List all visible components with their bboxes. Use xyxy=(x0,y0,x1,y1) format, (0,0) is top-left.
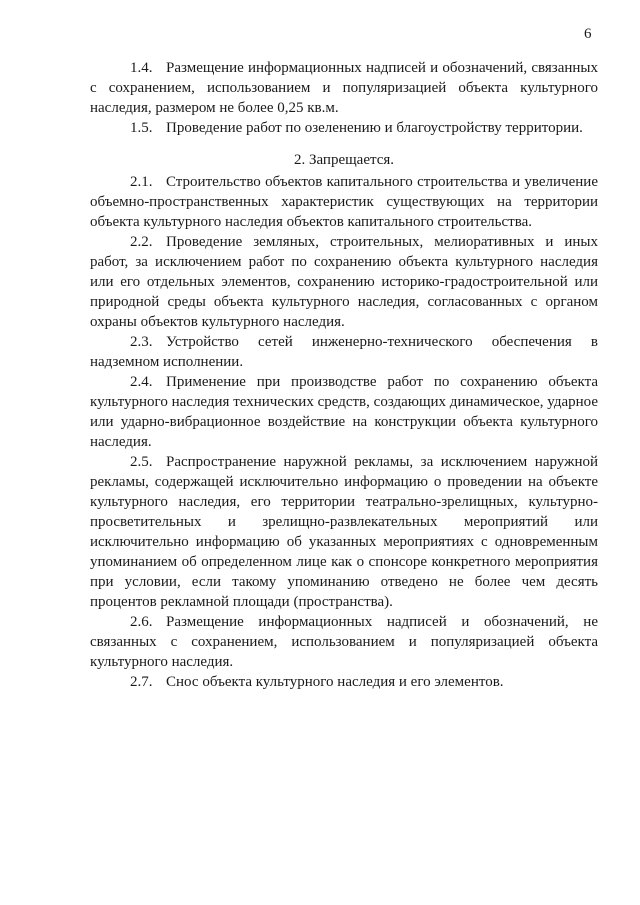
item-text: Проведение земляных, строительных, мелиоративных и иных работ, за исключением работ по сохранению объекта культурного наследия или его отдельных элементов, сохранению историко-градостроительной или природной среды объекта культурного наследия, согласованных с органом охраны объектов культурного наследия. xyxy=(90,234,598,330)
list-item-1-4 xyxy=(90,58,598,118)
item-number: 2.6. xyxy=(130,614,153,630)
list-item-2-5 xyxy=(90,452,598,612)
item-text: Применение при производстве работ по сохранению объекта культурного наследия технических средств, создающих динамическое, ударное или ударно-вибрационное воздействие на конструкции объекта культурного наследия. xyxy=(90,374,598,450)
list-item-2-4 xyxy=(90,372,598,452)
item-number: 2.1. xyxy=(130,174,153,190)
item-text: Снос объекта культурного наследия и его элементов. xyxy=(166,674,504,690)
item-text: Проведение работ по озеленению и благоустройству территории. xyxy=(166,120,583,136)
item-number: 2.5. xyxy=(130,454,153,470)
list-item-1-5 xyxy=(90,118,598,138)
item-number: 2.3. xyxy=(130,334,153,350)
list-item-2-2 xyxy=(90,232,598,332)
document-body xyxy=(90,58,598,692)
item-number: 2.7. xyxy=(130,674,153,690)
section-heading: 2. Запрещается. xyxy=(293,152,395,168)
list-item-2-3 xyxy=(90,332,598,372)
item-number: 1.5. xyxy=(130,120,153,136)
list-item-2-6 xyxy=(90,612,598,672)
item-text: Распространение наружной рекламы, за исключением наружной рекламы, содержащей исключительно информацию о проведении на объекте культурного наследия, его территории театрально-зрелищных, культурно-просветительных и зрелищно-развлекательных мероприятий или исключительно информацию об указанных мероприятиях с одновременным упоминанием об определенном лице как о спонсоре конкретного мероприятия при условии, если такому упоминанию отведено не более чем десять процентов рекламной площади (пространства). xyxy=(90,454,598,610)
list-item-2-1 xyxy=(90,172,598,232)
list-item-2-7 xyxy=(90,672,598,692)
item-text: Устройство сетей инженерно-технического обеспечения в надземном исполнении. xyxy=(90,334,598,370)
item-number: 1.4. xyxy=(130,60,153,76)
item-text: Размещение информационных надписей и обозначений, не связанных с сохранением, использованием и популяризацией объекта культурного наследия. xyxy=(90,614,598,670)
item-number: 2.2. xyxy=(130,234,153,250)
item-text: Строительство объектов капитального строительства и увеличение объемно-пространственных характеристик существующих на территории объекта культурного наследия объектов капитального строительства. xyxy=(90,174,598,230)
page-number: 6 xyxy=(584,26,592,42)
item-text: Размещение информационных надписей и обозначений, связанных с сохранением, использованием и популяризацией объекта культурного наследия, размером не более 0,25 кв.м. xyxy=(90,60,598,116)
item-number: 2.4. xyxy=(130,374,153,390)
